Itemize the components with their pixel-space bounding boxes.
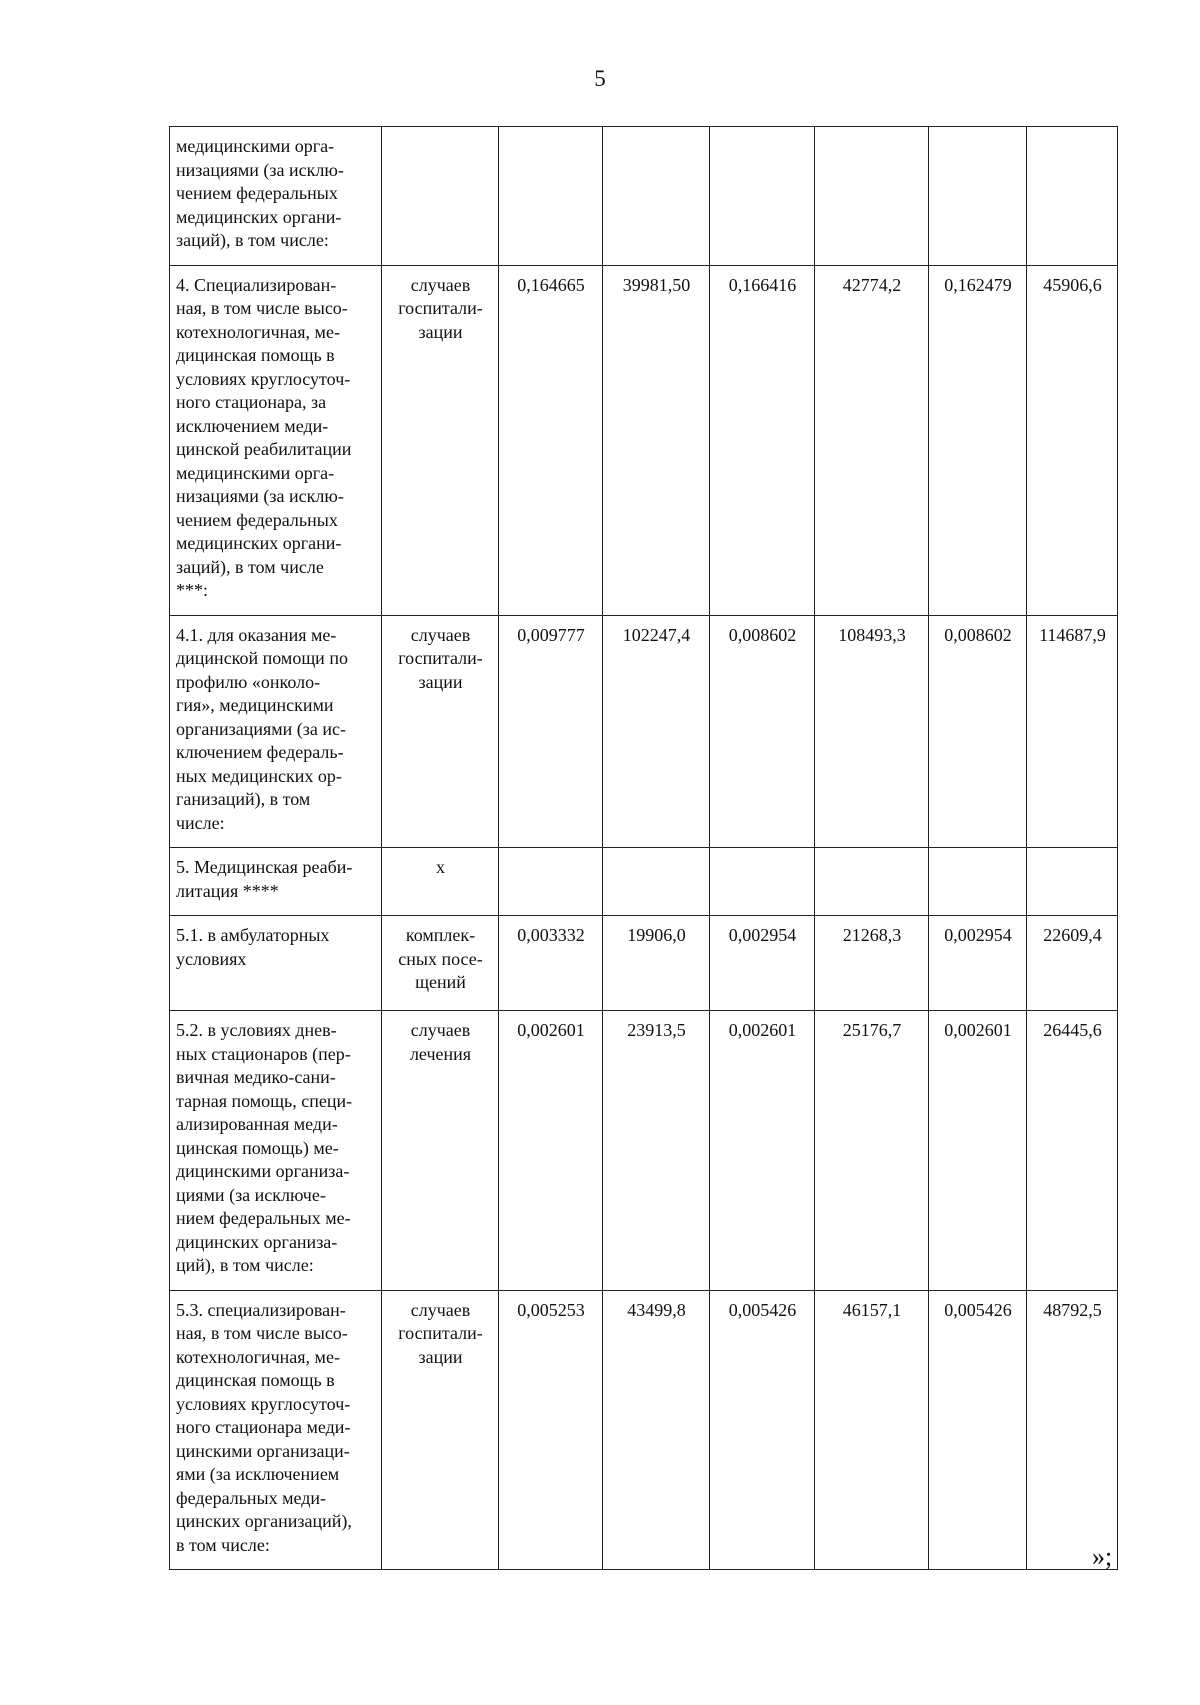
value-cell: 0,005426 [929,1290,1027,1570]
value-cell: 0,009777 [499,615,603,848]
page-number: 5 [594,66,606,91]
row-description: 4.1. для оказания ме- дицинской помощи по профилю «онколо- гия», медицинскими организациями (за ис- ключением федераль- ных медицинских ор- ганизаций), в том числе: [170,615,382,848]
value-cell [499,848,603,916]
row-description: 5.1. в амбулаторных условиях [170,916,382,1011]
value-cell: 21268,3 [815,916,929,1011]
value-cell: 0,162479 [929,265,1027,615]
row-description: 5.2. в условиях днев- ных стационаров (пер- вичная медико-сани- тарная помощь, специ- ализированная меди- цинская помощь) ме- дицинскими организа- циями (за исключе- нием федеральных ме- дицинских организа- ций), в том числе: [170,1011,382,1291]
table-row [170,265,1118,615]
value-cell: 25176,7 [815,1011,929,1291]
value-cell: 102247,4 [603,615,710,848]
value-cell [929,127,1027,266]
value-cell: 0,166416 [710,265,815,615]
value-cell: 0,164665 [499,265,603,615]
value-cell: 48792,5 [1027,1290,1118,1570]
value-cell: 0,008602 [710,615,815,848]
value-cell [815,848,929,916]
value-cell: 0,005253 [499,1290,603,1570]
value-cell: 23913,5 [603,1011,710,1291]
value-cell: 0,002601 [499,1011,603,1291]
value-cell: 0,005426 [710,1290,815,1570]
value-cell: 0,002954 [710,916,815,1011]
value-cell: 22609,4 [1027,916,1118,1011]
value-cell [815,127,929,266]
value-cell: 19906,0 [603,916,710,1011]
value-cell: 45906,6 [1027,265,1118,615]
value-cell: 0,002954 [929,916,1027,1011]
value-cell: 0,002601 [929,1011,1027,1291]
row-unit: случаев лечения [382,1011,499,1291]
closing-quote-mark: »; [1092,1542,1113,1571]
row-description: 5.3. специализирован- ная, в том числе высо- котехнологичная, ме- дицинская помощь в условиях круглосуточ- ного стационара меди- цинскими организаци- ями (за исключением федеральных меди- цинских организаций), в том числе: [170,1290,382,1570]
value-cell [710,127,815,266]
table-row [170,127,1118,266]
value-cell: 0,003332 [499,916,603,1011]
row-unit: случаев госпитали- зации [382,265,499,615]
value-cell: 42774,2 [815,265,929,615]
table-row [170,916,1118,1011]
value-cell: 39981,50 [603,265,710,615]
table-row [170,615,1118,848]
table-body [170,127,1118,1570]
row-unit: случаев госпитали- зации [382,1290,499,1570]
row-description: 5. Медицинская реаби- литация **** [170,848,382,916]
value-cell [603,848,710,916]
row-description: медицинскими орга- низациями (за исклю- чением федеральных медицинских органи- заций), в том числе: [170,127,382,266]
value-cell: 108493,3 [815,615,929,848]
value-cell [1027,848,1118,916]
value-cell [929,848,1027,916]
table-row [170,848,1118,916]
row-unit: комплек- сных посе- щений [382,916,499,1011]
value-cell: 0,008602 [929,615,1027,848]
value-cell [603,127,710,266]
row-unit: х [382,848,499,916]
row-unit [382,127,499,266]
table-row [170,1290,1118,1570]
value-cell: 46157,1 [815,1290,929,1570]
value-cell [710,848,815,916]
value-cell: 26445,6 [1027,1011,1118,1291]
row-unit: случаев госпитали- зации [382,615,499,848]
row-description: 4. Специализирован- ная, в том числе высо- котехнологичная, ме- дицинская помощь в условиях круглосуточ- ного стационара, за исключением меди- цинской реабилитации медицинскими орга- низациями (за исклю- чением федеральных медицинских органи- заций), в том числе ***: [170,265,382,615]
value-cell [499,127,603,266]
value-cell [1027,127,1118,266]
value-cell: 0,002601 [710,1011,815,1291]
value-cell: 43499,8 [603,1290,710,1570]
table-row [170,1011,1118,1291]
value-cell: 114687,9 [1027,615,1118,848]
norms-table [169,126,1118,1570]
